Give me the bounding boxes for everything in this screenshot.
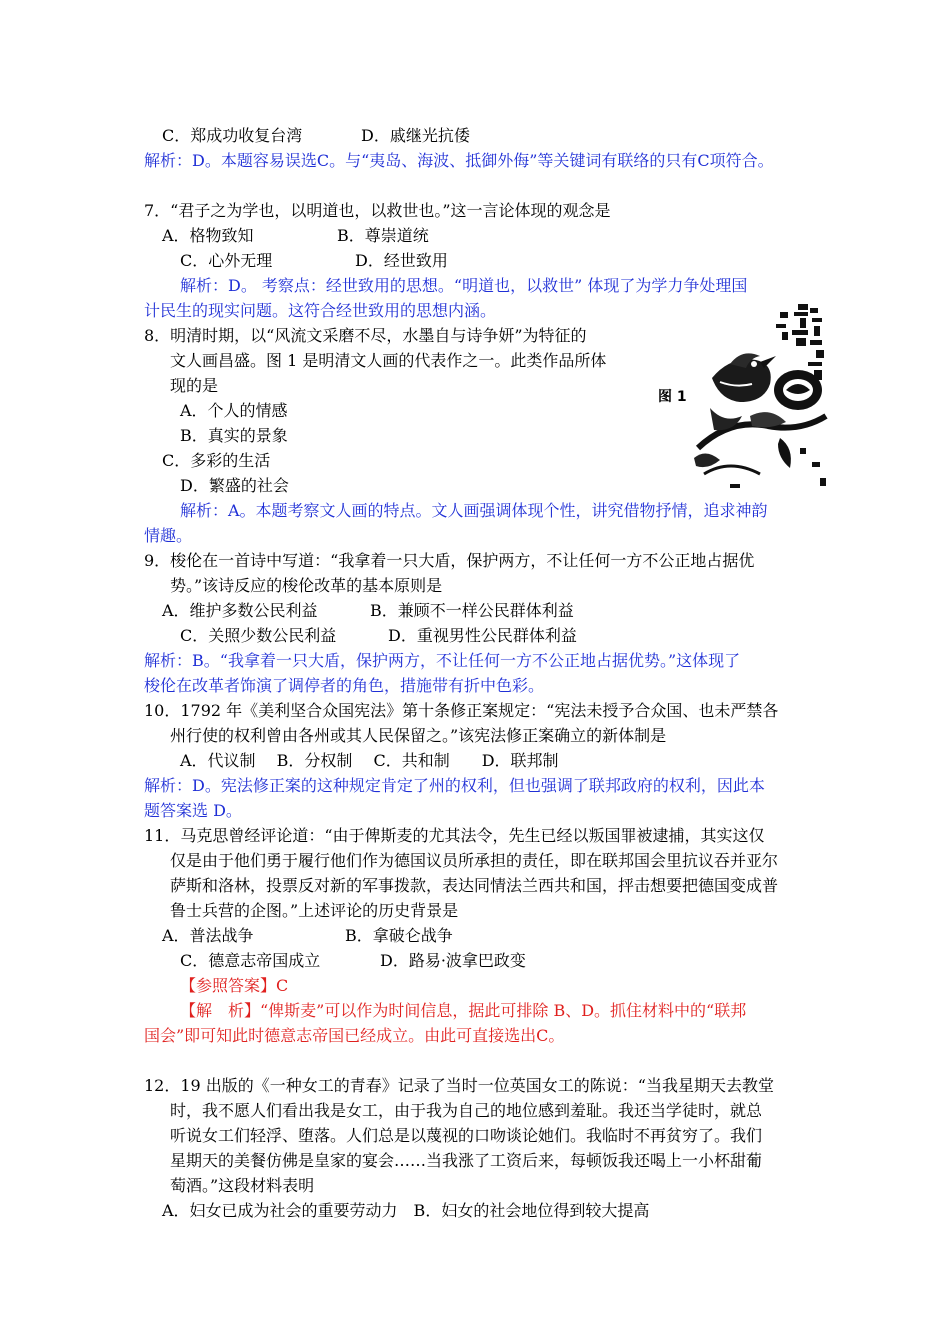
- q10-stem-line1: 10．1792 年《美利坚合众国宪法》第十条修正案规定：“宪法未授予合众国、也未严禁各: [144, 701, 779, 720]
- q11-stem-line3: 萨斯和洛林，投票反对新的军事拨款，表达同情法兰西共和国，抨击想要把德国变成普: [170, 876, 779, 895]
- q8-stem-line3: 现的是: [170, 376, 219, 395]
- q6-option-d: D．戚继光抗倭: [361, 126, 470, 145]
- q7-analysis-line1: 解析：D。 考察点：经世致用的思想。“明道也，以救世” 体现了为学力争处理国: [180, 276, 748, 295]
- q12-options-ab: A．妇女已成为社会的重要劳动力 B．妇女的社会地位得到较大提高: [162, 1201, 650, 1220]
- q9-analysis-line2: 梭伦在改革者饰演了调停者的角色，措施带有折中色彩。: [144, 676, 545, 695]
- q7-stem: 7．“君子之为学也，以明道也，以救世也。”这一言论体现的观念是: [144, 201, 611, 220]
- literati-painting-figure: [690, 298, 830, 493]
- q10-analysis-line2: 题答案选 D。: [144, 801, 242, 820]
- q10-analysis-line1: 解析：D。宪法修正案的这种规定肯定了州的权利，但也强调了联邦政府的权利，因此本: [144, 776, 765, 795]
- q11-option-d: D．路易·波拿巴政变: [380, 951, 526, 970]
- q11-option-a: A．普法战争: [162, 926, 254, 945]
- q11-answer: 【参照答案】C: [180, 976, 289, 995]
- q7-analysis-line2: 计民生的现实问题。这符合经世致用的思想内涵。: [144, 301, 497, 320]
- q9-option-c: C．关照少数公民利益: [180, 626, 337, 645]
- q8-stem-line2: 文人画昌盛。图 1 是明清文人画的代表作之一。此类作品所体: [170, 351, 607, 370]
- q8-option-a: A．个人的情感: [180, 401, 288, 420]
- q9-stem-line2: 势。”该诗反应的梭伦改革的基本原则是: [170, 576, 443, 595]
- q9-option-b: B．兼顾不一样公民群体利益: [370, 601, 574, 620]
- q11-analysis-line1: 【解 析】“俾斯麦”可以作为时间信息，据此可排除 B、D。抓住材料中的“联邦: [180, 1001, 747, 1020]
- q12-stem-line2: 时，我不愿人们看出我是女工，由于我为自己的地位感到羞耻。我还当学徒时，就总: [170, 1101, 763, 1120]
- q11-option-b: B．拿破仑战争: [345, 926, 453, 945]
- q11-analysis-line2: 国会”即可知此时德意志帝国已经成立。由此可直接选出C。: [144, 1026, 565, 1045]
- q8-option-b: B．真实的景象: [180, 426, 288, 445]
- q10-options: A．代议制 B．分权制 C．共和制 D．联邦制: [180, 751, 559, 770]
- q8-stem-line1: 8．明清时期，以“风流文采磨不尽，水墨自与诗争妍”为特征的: [144, 326, 587, 345]
- q8-analysis-line2: 情趣。: [144, 526, 193, 545]
- q11-stem-line2: 仅是由于他们勇于履行他们作为德国议员所承担的责任，即在联邦国会里抗议吞并亚尔: [170, 851, 779, 870]
- q8-analysis-line1: 解析：A。本题考察文人画的特点。文人画强调体现个性，讲究借物抒情，追求神韵: [180, 501, 768, 520]
- q8-option-d: D．繁盛的社会: [180, 476, 289, 495]
- q11-stem-line4: 鲁士兵营的企图。”上述评论的历史背景是: [170, 901, 459, 920]
- q9-stem-line1: 9．梭伦在一首诗中写道：“我拿着一只大盾，保护两方，不让任何一方不公正地占据优: [144, 551, 755, 570]
- q9-option-d: D．重视男性公民群体利益: [388, 626, 577, 645]
- q8-option-c: C．多彩的生活: [162, 451, 271, 470]
- q12-stem-line1: 12．19 出版的《一种女工的青春》记录了当时一位英国女工的陈说：“当我星期天去教堂: [144, 1076, 774, 1095]
- q7-option-c: C．心外无理: [180, 251, 273, 270]
- q10-stem-line2: 州行使的权利曾由各州或其人民保留之。”该宪法修正案确立的新体制是: [170, 726, 667, 745]
- q12-stem-line4: 星期天的美餐仿佛是皇家的宴会……当我涨了工资后来，每顿饭我还喝上一小杯甜葡: [170, 1151, 763, 1170]
- q7-option-a: A．格物致知: [162, 226, 254, 245]
- q7-option-d: D．经世致用: [355, 251, 448, 270]
- figure-1-label: 图 1: [658, 389, 687, 405]
- q7-option-b: B．尊崇道统: [337, 226, 429, 245]
- q9-analysis-line1: 解析：B。“我拿着一只大盾，保护两方，不让任何一方不公正地占据优势。”这体现了: [144, 651, 741, 670]
- q12-stem-line3: 听说女工们轻浮、堕落。人们总是以蔑视的口吻谈论她们。我临时不再贫穷了。我们: [170, 1126, 763, 1145]
- q9-option-a: A．维护多数公民利益: [162, 601, 318, 620]
- q6-analysis: 解析：D。本题容易误选C。与“夷岛、海波、抵御外侮”等关键词有联络的只有C项符合。: [144, 151, 774, 170]
- q6-option-c: C．郑成功收复台湾: [162, 126, 303, 145]
- q11-stem-line1: 11．马克思曾经评论道：“由于俾斯麦的尤其法令，先生已经以叛国罪被逮捕，其实这仅: [144, 826, 765, 845]
- q12-stem-line5: 萄酒。”这段材料表明: [170, 1176, 315, 1195]
- q11-option-c: C．德意志帝国成立: [180, 951, 321, 970]
